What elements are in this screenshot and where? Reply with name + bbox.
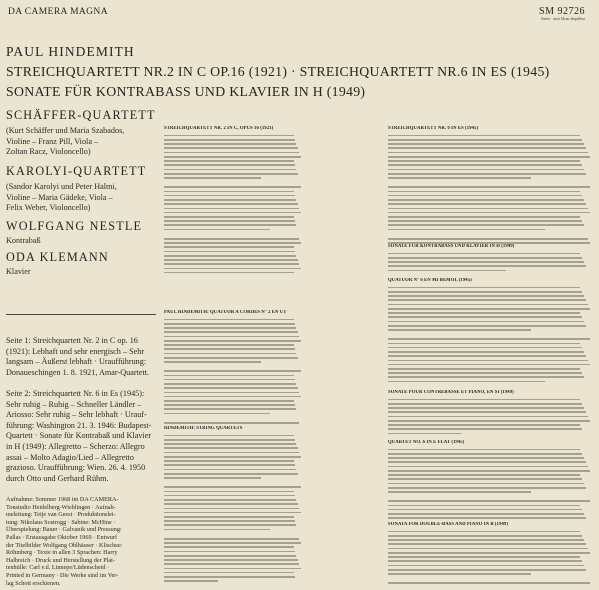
ensemble-detail: (Sandor Karolyi und Peter Halmi, [6, 182, 117, 191]
text-line [388, 531, 580, 533]
text-line [388, 299, 586, 301]
text-line [388, 160, 580, 162]
text-line [164, 177, 261, 179]
text-line [388, 453, 582, 455]
liner-heading: SONATA FOR DOUBLE-BASS AND PIANO IN B (1949) [388, 522, 508, 527]
text-line [388, 216, 580, 218]
text-line [164, 572, 294, 574]
text-line [164, 238, 299, 240]
text-line [164, 251, 295, 253]
text-line [388, 164, 582, 166]
text-line [388, 433, 461, 435]
divider [6, 314, 156, 315]
text-line [164, 447, 298, 449]
text-line [388, 466, 588, 468]
text-line [388, 505, 580, 507]
text-line [388, 287, 580, 289]
text-line [388, 253, 580, 255]
ensemble-detail: (Kurt Schäffer und Maria Szabados, [6, 126, 125, 135]
liner-heading: PAUL HINDEMITH: QUATUOR A CORDES N° 2 EN UT [164, 310, 287, 315]
text-line [164, 580, 218, 582]
text-line [164, 160, 294, 162]
text-line [388, 407, 584, 409]
catalog-number: SM 92726 [539, 6, 585, 17]
text-line [388, 169, 584, 171]
text-line [164, 568, 301, 570]
liner-notes-de-q6 [388, 126, 592, 244]
text-line [388, 343, 580, 345]
text-line [388, 399, 580, 401]
text-line [388, 329, 531, 331]
text-line [164, 563, 299, 565]
liner-heading: SONATE POUR CONTREBASSE ET PIANO, EN SI (1949) [388, 390, 514, 395]
text-line [388, 308, 590, 310]
text-line [164, 460, 294, 462]
side2-line: Sehr ruhig – Ruhig – Schneller Ländler – [6, 399, 142, 409]
ensemble-detail: Zoltan Racz, Violoncello) [6, 147, 91, 157]
record-label: DA CAMERA MAGNA [8, 7, 108, 17]
text-line [388, 403, 582, 405]
text-line [164, 361, 261, 363]
side1-line: Seite 1: Streichquartett Nr. 2 in C op. 16 [6, 336, 138, 345]
text-line [164, 208, 299, 210]
liner-notes-en-q6 [388, 440, 592, 522]
text-line [388, 291, 582, 293]
text-line [388, 135, 580, 137]
text-line [388, 325, 586, 327]
text-line [388, 513, 584, 515]
soloist-instrument: Klavier [6, 267, 31, 276]
soloist-name: ODA KLEMANN [6, 250, 109, 264]
credit-line: der Titelbilder Wolfgang Ohlhäuser · Klischee: [6, 541, 123, 549]
text-line [388, 420, 590, 422]
text-line [388, 173, 586, 175]
text-line [388, 338, 590, 340]
credit-line: tenhülle: Carl v.d. Linnepe/Lüdenscheid · [6, 564, 110, 572]
ensemble-detail: Violine – Franz Pill, Viola – [6, 136, 99, 146]
text-line [164, 439, 295, 441]
text-line [388, 152, 588, 154]
text-line [388, 304, 588, 306]
text-line [164, 524, 296, 526]
text-line [388, 229, 545, 231]
text-line [164, 348, 295, 350]
text-line [164, 520, 295, 522]
text-line [164, 499, 296, 501]
text-line [164, 508, 299, 510]
text-line [164, 473, 298, 475]
text-line [388, 364, 590, 366]
text-line [164, 203, 298, 205]
text-line [164, 503, 298, 505]
side2-line: Ariosso: Sehr ruhig – Sehr lebhaft · Urauf- [6, 410, 147, 420]
side2-line: in H (1949): Allegretto – Scherzo: Allegro [6, 442, 145, 451]
text-line [164, 169, 296, 171]
text-line [388, 351, 584, 353]
text-line [388, 565, 584, 567]
text-line [388, 186, 590, 188]
text-line [164, 319, 294, 321]
liner-heading: STREICHQUARTETT NR. 2 IN C, OPUS 16 (1921) [164, 126, 274, 131]
text-line [164, 272, 294, 274]
text-line [388, 261, 584, 263]
text-line [388, 461, 586, 463]
credit-line: Röhmberg · Texte in allen 3 Sprachen: Harry [6, 549, 118, 557]
side2-line: Seite 2: Streichquartett Nr. 6 in Es (1945): [6, 389, 145, 398]
liner-notes-de-sonata [388, 244, 592, 274]
text-line [164, 246, 294, 248]
ensemble-detail: Violine – Maria Gädeke, Viola – [6, 192, 113, 202]
text-line [388, 428, 582, 430]
text-line [164, 375, 294, 377]
text-line [164, 152, 299, 154]
text-line [164, 400, 294, 402]
text-line [388, 573, 531, 575]
ensemble-detail: Felix Weber, Violoncello) [6, 203, 91, 213]
text-line [388, 535, 582, 537]
text-line [164, 164, 295, 166]
text-line [164, 443, 296, 445]
text-line [388, 316, 582, 318]
text-line [164, 259, 298, 261]
text-line [388, 376, 584, 378]
text-line [388, 355, 586, 357]
text-line [388, 449, 580, 451]
liner-notes-en-sonata [388, 522, 592, 586]
text-line [388, 203, 586, 205]
text-line [164, 542, 301, 544]
text-line [388, 543, 586, 545]
text-line [388, 483, 584, 485]
liner-notes-fr [164, 310, 302, 426]
text-line [388, 220, 582, 222]
credit-line: Halbreich · Druck und Herstellung der Plat- [6, 556, 115, 564]
soloist-instrument: Kontrabaß [6, 236, 41, 245]
text-line [388, 360, 588, 362]
text-line [388, 265, 586, 267]
text-line [164, 435, 294, 437]
text-line [164, 576, 295, 578]
text-line [388, 191, 580, 193]
text-line [388, 416, 588, 418]
text-line [388, 139, 582, 141]
credit-line: Printed in Germany · Die Werke sind im Ver- [6, 572, 119, 579]
text-line [164, 255, 296, 257]
text-line [164, 357, 298, 359]
ensemble-name: KAROLYI-QUARTETT [6, 164, 147, 178]
liner-notes-fr-sonata [388, 390, 592, 440]
text-line [164, 195, 295, 197]
text-line [388, 147, 586, 149]
text-line [164, 551, 295, 553]
text-line [388, 491, 531, 493]
text-line [164, 216, 294, 218]
text-line [388, 569, 586, 571]
text-line [388, 208, 588, 210]
text-line [164, 263, 299, 265]
text-line [388, 347, 582, 349]
liner-heading: SONATE FÜR KONTRABASS UND KLAVIER IN H (1949) [388, 244, 515, 249]
text-line [388, 224, 584, 226]
text-line [164, 224, 296, 226]
liner-heading: STREICHQUARTETT NR. 6 IN ES (1945) [388, 126, 479, 131]
text-line [388, 177, 531, 179]
side2-line: führung: Washington 21. 3. 1946: Budapest- [6, 420, 152, 430]
text-line [388, 539, 584, 541]
text-line [388, 312, 580, 314]
text-line [164, 323, 295, 325]
text-line [164, 212, 301, 214]
text-line [164, 173, 298, 175]
text-line [164, 229, 270, 231]
text-line [388, 500, 590, 502]
credit-line: Pallas · Erstausgabe Oktober 1969 · Entwurf [6, 534, 118, 541]
side2-line: Quartett · Sonate für Kontrabaß und Klavier [6, 431, 152, 441]
liner-heading: QUARTET NO. 6 IN E FLAT (1945) [388, 440, 465, 445]
credit-line: tung: Nikolaus Sostrogg · Sabine: McHine · [6, 518, 116, 526]
stereo-note: Stereo · auch Mono abspielbar [540, 17, 585, 21]
text-line [164, 242, 301, 244]
text-line [388, 195, 582, 197]
text-line [388, 517, 586, 519]
liner-notes-fr-q6 [388, 278, 592, 390]
text-line [164, 469, 296, 471]
liner-notes-de-q2 [164, 126, 302, 276]
text-line [164, 546, 294, 548]
text-line [164, 387, 298, 389]
text-line [164, 340, 301, 342]
text-line [388, 295, 584, 297]
text-line [164, 413, 270, 415]
text-line [164, 186, 301, 188]
credit-line: Überspielung: Bauer · Galvanik und Pressung: [6, 526, 122, 534]
text-line [388, 478, 582, 480]
text-line [388, 470, 590, 472]
text-line [164, 199, 296, 201]
side1-line: Donaueschingen 1. 8. 1921, Amar-Quartett. [6, 367, 150, 377]
text-line [164, 422, 299, 424]
credit-line: Aufnahme: Sommer 1968 im DA CAMERA- [6, 496, 119, 503]
text-line [164, 268, 301, 270]
soloist-name: WOLFGANG NESTLE [6, 219, 143, 233]
text-line [388, 548, 588, 550]
text-line [164, 370, 301, 372]
text-line [164, 331, 298, 333]
text-line [164, 143, 296, 145]
text-line [164, 452, 299, 454]
text-line [388, 560, 582, 562]
text-line [164, 392, 299, 394]
text-line [164, 456, 301, 458]
text-line [164, 220, 295, 222]
text-line [388, 487, 586, 489]
text-line [164, 379, 295, 381]
text-line [164, 559, 298, 561]
text-line [164, 495, 295, 497]
liner-heading: QUATUOR N° 6 EN MI BEMOL (1945) [388, 278, 472, 283]
side2-line: grazioso. Uraufführung: Wien. 26. 4. 1950 [6, 463, 146, 473]
text-line [388, 411, 586, 413]
text-line [164, 408, 296, 410]
text-line [388, 424, 580, 426]
text-line [388, 212, 590, 214]
ensemble-name: SCHÄFFER-QUARTETT [6, 108, 156, 122]
credit-line: meleitung: Teije van Geest · Produktionslei- [6, 511, 116, 519]
side2-line: durch Otto und Gerhard Rühm. [6, 473, 109, 483]
text-line [388, 270, 506, 272]
liner-heading: HINDEMITH: STRING QUARTETS [164, 426, 243, 431]
title-line-1: STREICHQUARTETT NR.2 IN C OP.16 (1921) · STREICHQUARTETT NR.6 IN ES (1945) [6, 64, 550, 79]
text-line [164, 464, 295, 466]
text-line [164, 191, 294, 193]
text-line [388, 368, 580, 370]
composer-name: PAUL HINDEMITH [6, 44, 135, 59]
side2-line: assai – Molto Adagio/Lied – Allegretto [6, 452, 135, 462]
side1-line: (1921): Lebhaft und sehr energisch – Sehr [6, 346, 145, 356]
text-line [164, 516, 294, 518]
text-line [164, 383, 296, 385]
text-line [388, 321, 584, 323]
text-line [164, 336, 299, 338]
text-line [164, 353, 296, 355]
text-line [388, 556, 580, 558]
text-line [164, 555, 296, 557]
text-line [388, 372, 582, 374]
text-line [388, 474, 580, 476]
text-line [164, 486, 301, 488]
text-line [164, 396, 301, 398]
text-line [388, 381, 545, 383]
text-line [388, 257, 582, 259]
text-line [388, 582, 590, 584]
title-line-2: SONATE FÜR KONTRABASS UND KLAVIER IN H (1949) [6, 84, 366, 99]
credit-line: lag Schott erschienen. [6, 579, 61, 587]
text-line [388, 238, 588, 240]
liner-notes-en [164, 426, 302, 586]
text-line [164, 344, 294, 346]
text-line [164, 327, 296, 329]
text-line [164, 512, 301, 514]
text-line [388, 143, 584, 145]
text-line [164, 139, 295, 141]
text-line [164, 529, 270, 531]
text-line [164, 477, 261, 479]
text-line [388, 199, 584, 201]
text-line [164, 404, 295, 406]
text-line [164, 538, 299, 540]
text-line [164, 135, 294, 137]
text-line [164, 491, 294, 493]
text-line [388, 509, 582, 511]
text-line [388, 156, 590, 158]
text-line [164, 156, 301, 158]
text-line [164, 147, 298, 149]
text-line [388, 552, 590, 554]
text-line [388, 457, 584, 459]
side1-line: langsam – Äußerst lebhaft · Uraufführung: [6, 357, 147, 367]
credit-line: Tonstudio Heidelberg-Wieblingen · Aufnah- [6, 503, 116, 511]
